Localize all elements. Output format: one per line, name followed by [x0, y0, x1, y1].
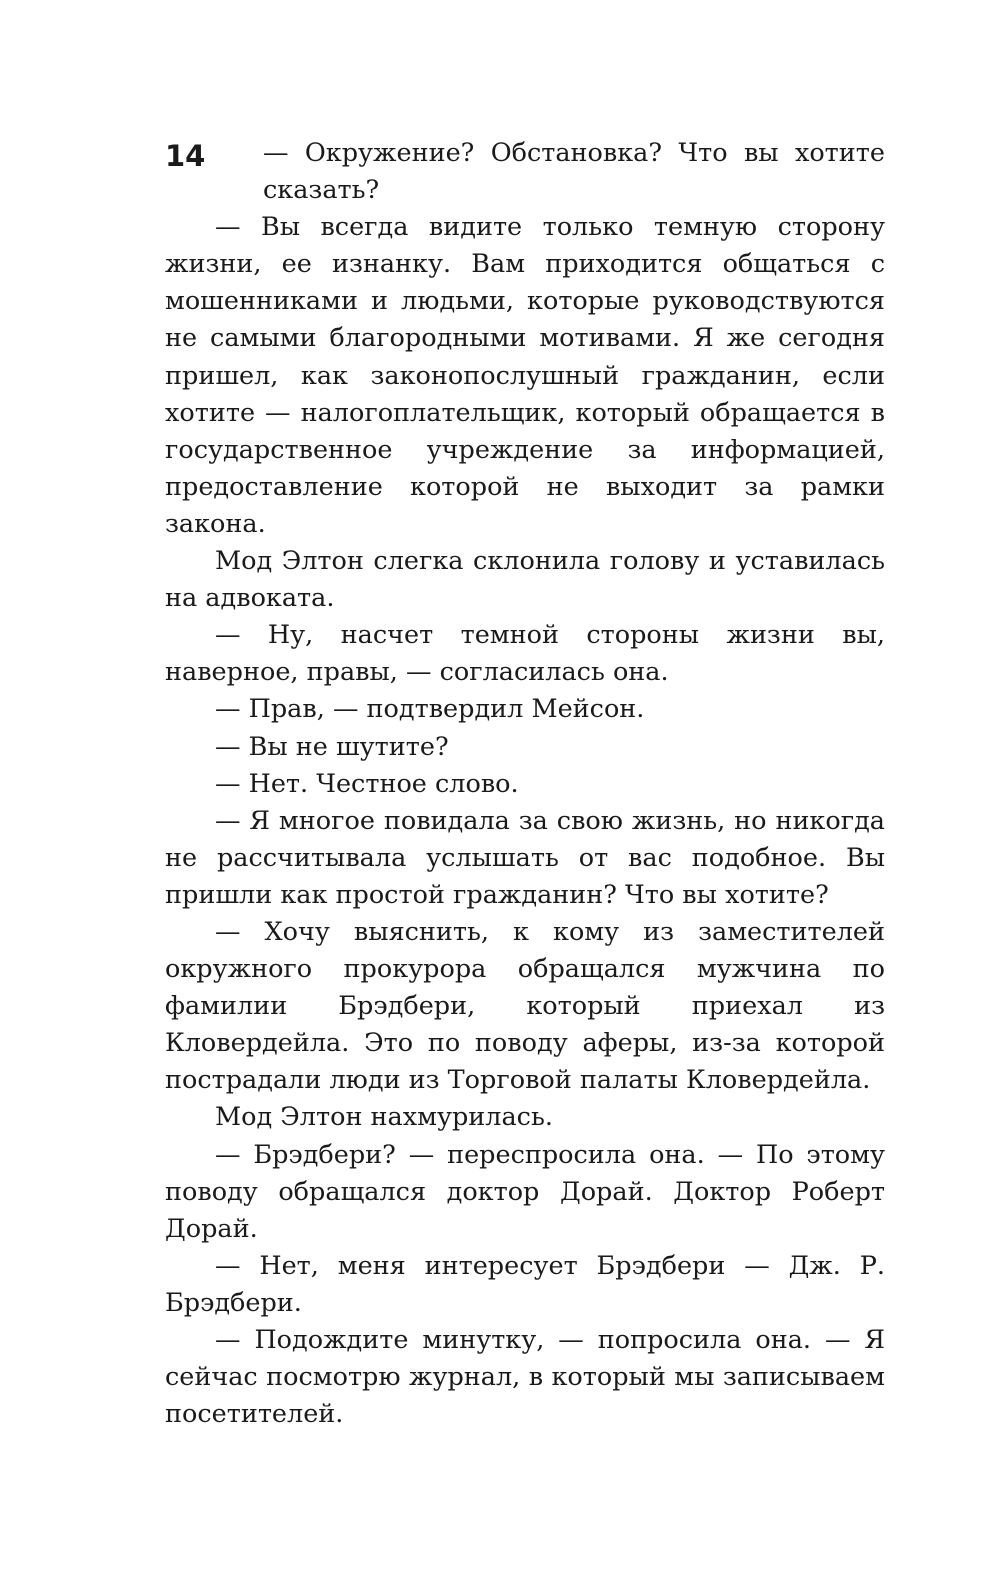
paragraph: — Нет, меня интересует Брэдбери — Дж. Р. Брэдбери. [165, 1250, 885, 1318]
paragraph: — Брэдбери? — переспросила она. — По этому поводу обращался доктор Дорай. Доктор Роберт Дорай. [165, 1139, 885, 1244]
paragraph: Мод Элтон нахмурилась. [215, 1102, 553, 1133]
page-number: 14 [165, 139, 206, 173]
paragraph: — Нет. Честное слово. [215, 768, 519, 799]
paragraph: — Окружение? Обстановка? Что вы хотите сказать? [263, 138, 885, 206]
paragraph: — Подождите минутку, — попросила она. — Я сейчас посмотрю журнал, в который мы записываем посетителей. [165, 1325, 885, 1430]
paragraph: Мод Элтон слегка склонила голову и уставилась на адвоката. [165, 546, 885, 614]
paragraph: — Вы не шутите? [215, 731, 449, 762]
paragraph: — Ну, насчет темной стороны жизни вы, наверное, правы, — согласилась она. [165, 620, 885, 688]
paragraph: — Я многое повидала за свою жизнь, но никогда не рассчитывала услышать от вас подобное. Вы пришли как простой гражданин? Что вы хотите? [165, 805, 885, 910]
body-text [165, 135, 885, 1433]
paragraph: — Хочу выяснить, к кому из заместителей окружного прокурора обращался мужчина по фамилии Брэдбери, который приехал из Кловердейла. Это по поводу аферы, из-за которой пострадали люди из Торговой палаты Кловердейла. [165, 916, 885, 1096]
paragraph: — Вы всегда видите только темную сторону жизни, ее изнанку. Вам приходится общаться с мошенниками и людьми, которые руководствуются не самыми благородными мотивами. Я же сегодня пришел, как законопослушный гражданин, если хотите — налогоплательщик, который обращается в государственное учреждение за информацией, предоставление которой не выходит за рамки закона. [165, 212, 885, 539]
paragraph: — Прав, — подтвердил Мейсон. [215, 694, 645, 725]
